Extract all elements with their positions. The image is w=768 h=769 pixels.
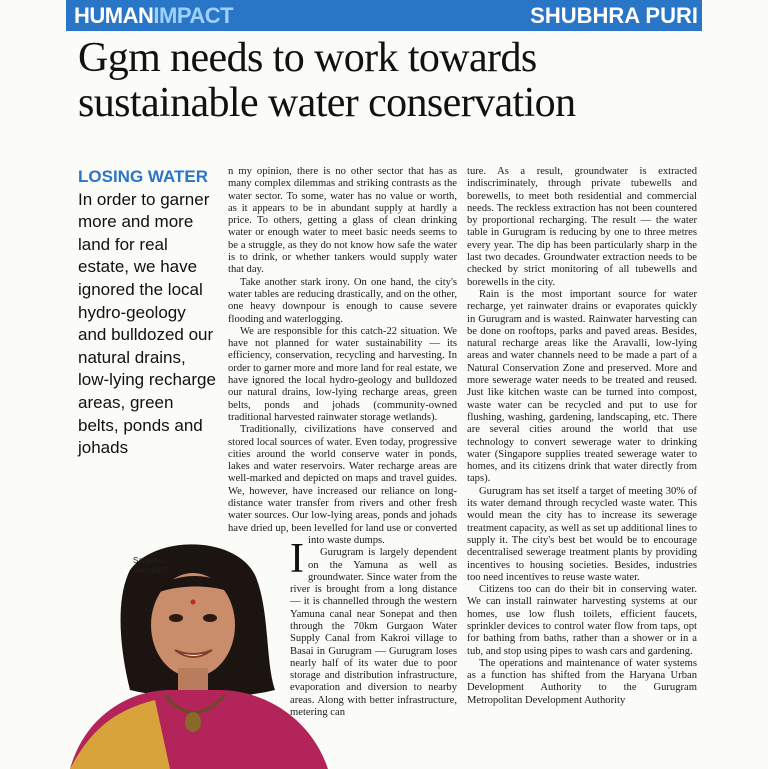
paragraph-text: Gurugram has set itself a target of meeting 30% of its water demand through recycled waste water. This would mean the city has to increase its sewerage treatment capacity, as well as set up additional lines to supply it. The city's best bet would be to encourage decentralised sewerage treatment plants by providing incentives to housing societies. Besides, industries too need incentives to reuse waste water. [467, 485, 697, 583]
article-column-2 [467, 166, 697, 707]
paragraph-text: Take another stark irony. On one hand, the city's water tables are reducing drastically, and on the other, one heavy downpour is enough to cause severe flooding and waterlogging. [228, 276, 457, 325]
paragraph-text: The operations and maintenance of water systems as a function has shifted from the Haryana Urban Development Authority to the Gurugram Metropolitan Development Authority [467, 657, 697, 706]
paragraph-text: Citizens too can do their bit in conserving water. We can install rainwater harvesting systems at our homes, use low flush toilets, efficient faucets, sprinkler devices to control water flow from taps, opt for bathing from baths, rather than a shower or in a tub, and stop using pipes to wash cars and gardening. [467, 584, 697, 657]
pull-quote-kicker: LOSING WATER [78, 167, 209, 186]
article-paragraph [467, 289, 697, 486]
article-paragraph [228, 424, 457, 547]
article-paragraph [467, 486, 697, 584]
article-column-1 [228, 166, 457, 769]
paragraph-text: n my opinion, there is no other sector that has as many complex dilemmas and striking contrasts as the water sector. To some, water has no value or worth, as it appears to be in abundant supply at hardly a price. To others, getting a glass of clean drinking water or enough water to meet basic needs seems to be a struggle, as they do not know how safe the water is to drink, or whether tankers would supply water that day. [228, 166, 457, 276]
headline: Ggm needs to work towards sustainable water conservation [78, 35, 576, 126]
photo-credit: Sanjeev Verma/HT [133, 556, 170, 575]
author-name: SHUBHRA PURI [530, 3, 698, 28]
paragraph-text: Gurugram is largely dependent on the Yamuna as well as groundwater. Since water from the river is brought from a long distance — it is channelled through the western Yamuna canal near Sonepat and then through the 70km Gurgaon Water Supply Canal from Kakroi village to Basai in Gurugram — Gurugram loses nearly half of its water due to poor storage and distribution infrastructure, evaporation and diversion to nearby areas. Along with better infrastructure, metering can [290, 547, 457, 719]
section-brand [74, 1, 233, 30]
paragraph-text: Rain is the most important source for water recharge, yet rainwater drains or evaporates quickly in Gurugram and is wasted. Rainwater harvesting can be done on rooftops, parks and paved areas. Besides, natural recharge areas like the Aravalli, low-lying areas and water channels need to be made a part of a Natural Conservation Zone and preserved. More and more sewerage water needs to be treated and reused. Just like kitchen waste can be turned into compost, waste water can be recycled and put to use for flushing, washing, gardening, landscaping, etc. There are several cities around the world that use technology to convert sewerage water to drinking water (Singapore supplies treated sewerage water to homes, and its citizens drink that water directly from taps). [467, 288, 697, 485]
article-paragraph [467, 658, 697, 707]
pull-quote-text: In order to garner more and more land for real estate, we have ignored the local hydro-geology and bulldozed our natural drains, low-lying recharge areas, green belts, ponds and johads [78, 189, 216, 458]
section-banner [66, 0, 702, 31]
pull-quote [78, 166, 216, 460]
drop-cap: I [290, 536, 304, 582]
article-paragraph [228, 277, 457, 326]
paragraph-text: We are responsible for this catch-22 situation. We have not planned for water sustainability — its efficiency, conservation, recycling and harvesting. In order to garner more and more land for real estate, we have ignored the local hydro-geology and bulldozed our natural drains, low-lying recharge areas, green belts, ponds and johads (community-owned traditional harvested rainwater storage wetlands). [228, 325, 457, 423]
article-paragraph [228, 326, 457, 424]
paragraph-text: ture. As a result, groundwater is extracted indiscriminately, through private tubewells and borewells, to meet both residential and commercial needs. The reckless extraction has not been countered by proportional recharging. The result — the water table in Gurugram is reducing by one to three metres every year. The dip has been particularly sharp in the last two decades. Groundwater extraction needs to be checked by strict monitoring of all tubewells and borewells in the city. [467, 166, 697, 288]
paragraph-text: Traditionally, civilizations have conserved and stored local sources of water. Even today, progressive cities around the world conserve water in ponds, lakes and water reservoirs. Water recharge areas are well-marked and depicted on maps and travel guides. We, however, have increased our reliance on long-distance water transfer from rivers and other fresh water sources. Our low-lying areas, ponds and johads have dried up, been levelled for land use or converted into waste dumps. [228, 424, 457, 546]
photo-wrap-spacer [228, 540, 290, 769]
article-paragraph [467, 166, 697, 289]
article-paragraph [467, 584, 697, 658]
brand-impact: IMPACT [153, 3, 234, 28]
brand-human: HUMAN [74, 3, 154, 28]
